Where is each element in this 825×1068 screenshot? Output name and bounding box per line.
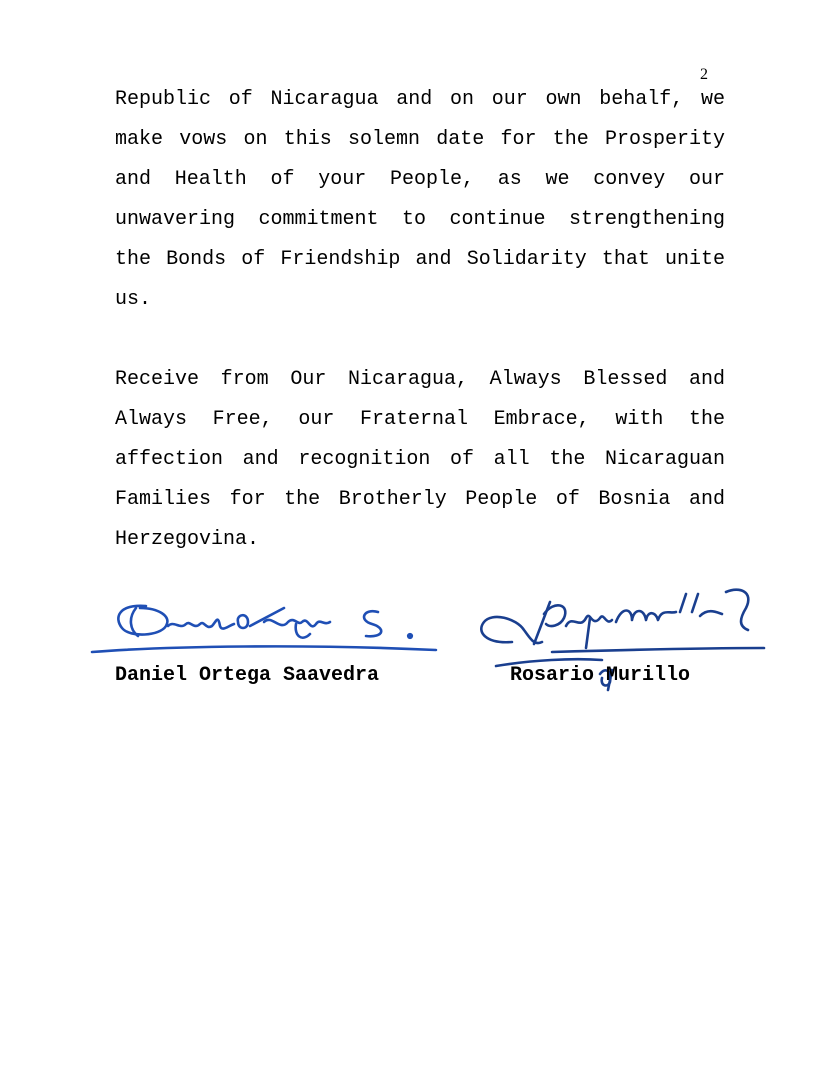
signatory-name-2: Rosario Murillo xyxy=(510,664,691,687)
signature-daniel-ortega xyxy=(88,596,448,662)
paragraph-1: Republic of Nicaragua and on our own behalf, we make vows on this solemn date for the Prosperity and Health of your People, as we convey our unwavering commitment to continue strengthening the Bonds of Friendship and Solidarity that unite us. xyxy=(115,88,725,311)
paragraph-2: Receive from Our Nicaragua, Always Blessed and Always Free, our Fraternal Embrace, with the affection and recognition of all the Nicaraguan Families for the Brotherly People of Bosnia and Herzegovina. xyxy=(115,368,725,551)
page-number: 2 xyxy=(700,66,708,83)
signatory-name-1: Daniel Ortega Saavedra xyxy=(115,664,380,687)
letter-body xyxy=(115,80,725,560)
